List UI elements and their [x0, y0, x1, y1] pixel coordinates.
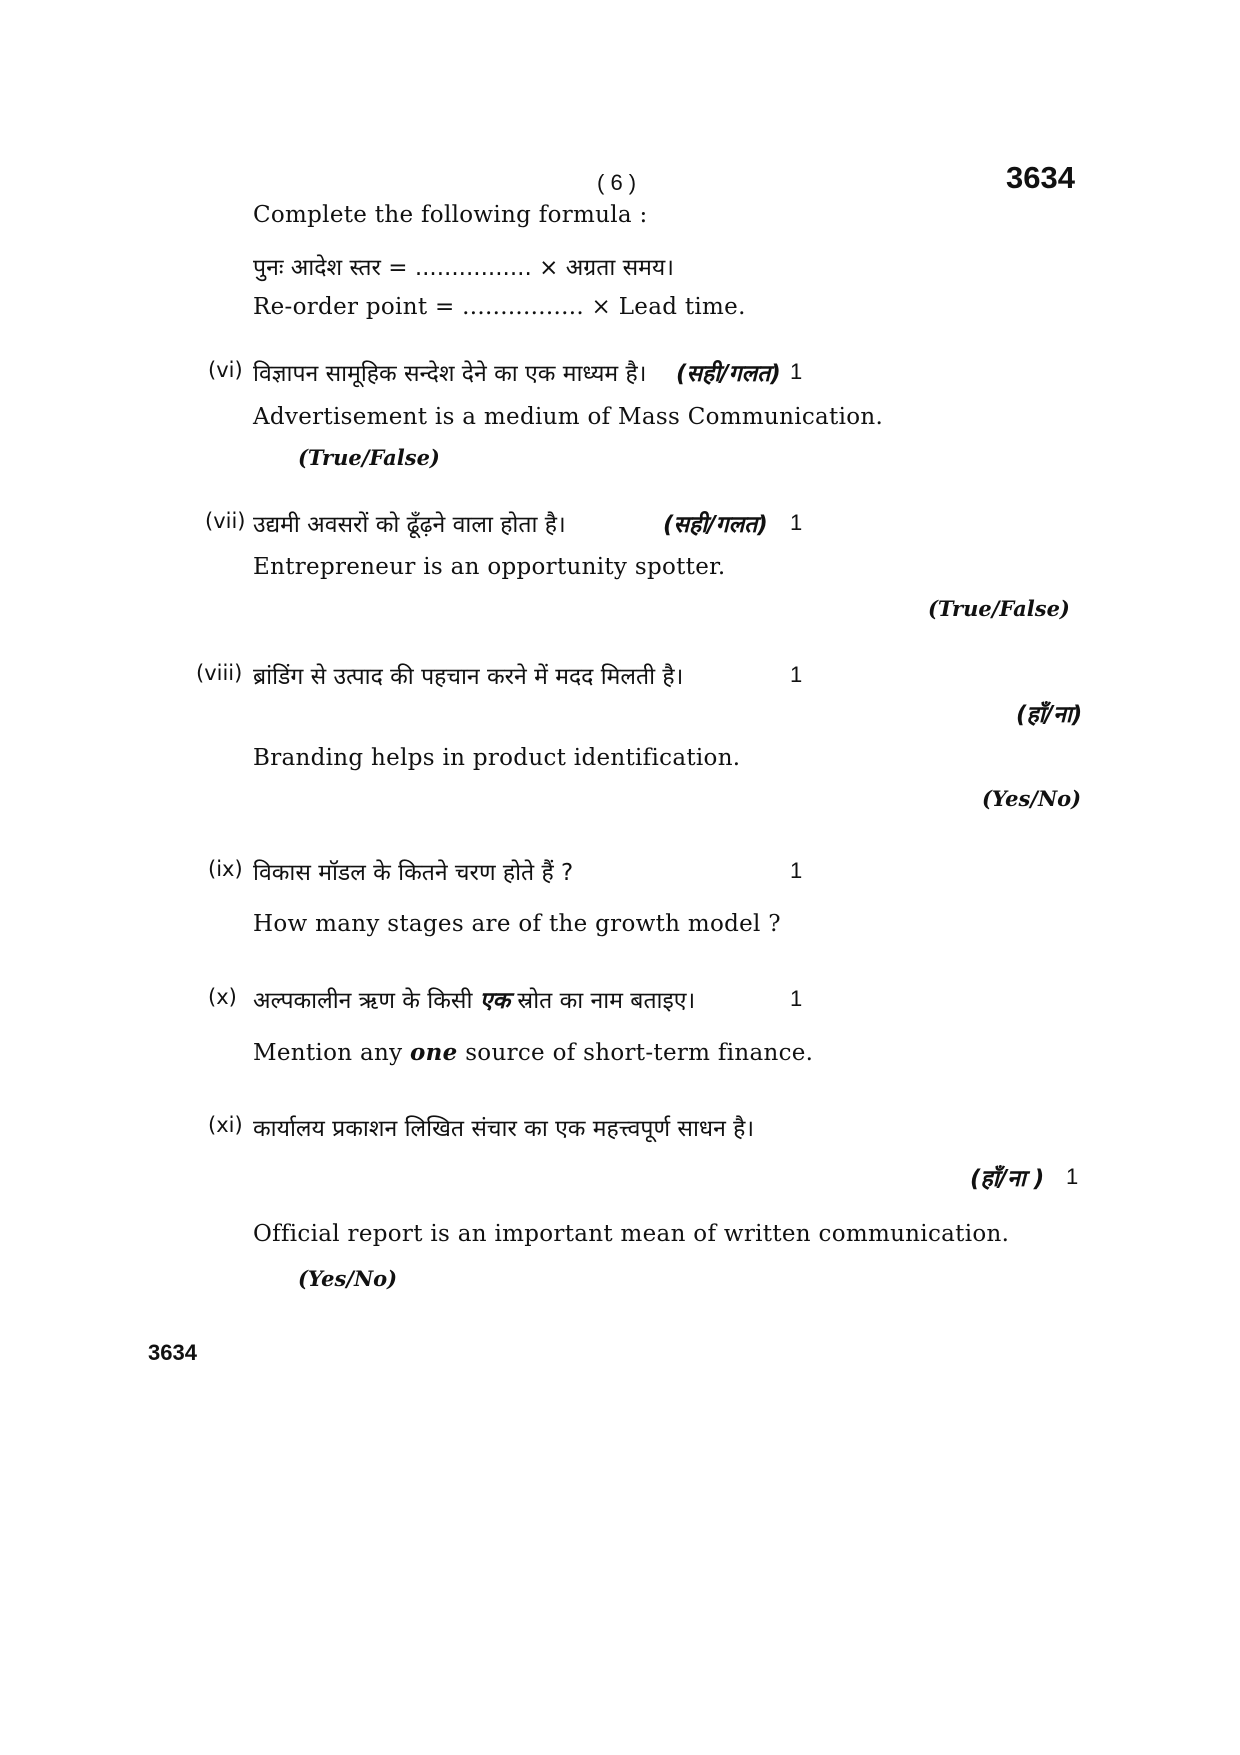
answer-options-hindi: (हाँ/ना ): [970, 1166, 1045, 1192]
question-english: How many stages are of the growth model ?: [253, 911, 781, 937]
marks: 1: [1066, 1164, 1079, 1189]
question-english: Official report is an important mean of written communication.: [253, 1221, 1010, 1247]
question-number: (vi): [208, 358, 243, 382]
formula-intro: Complete the following formula :: [253, 202, 648, 228]
page-number: ( 6 ): [597, 170, 637, 195]
marks: 1: [790, 986, 803, 1011]
paper-code-header: 3634: [1006, 160, 1075, 195]
question-number: (viii): [196, 661, 243, 685]
marks: 1: [790, 359, 803, 384]
paper-code-footer: 3634: [148, 1340, 197, 1365]
answer-options-english: (Yes/No): [982, 786, 1082, 811]
question-hindi: विज्ञापन सामूहिक सन्देश देने का एक माध्यम है।: [253, 361, 647, 387]
emphasis-word-hindi: एक: [479, 988, 511, 1014]
answer-options-hindi: (हाँ/ना): [1016, 702, 1083, 728]
question-english-part: source of short-term finance.: [457, 1040, 814, 1066]
question-hindi: ब्रांडिंग से उत्पाद की पहचान करने में मदद मिलती है।: [253, 664, 684, 690]
answer-options-hindi: (सही/गलत): [676, 361, 781, 387]
marks: 1: [790, 510, 803, 535]
question-hindi: कार्यालय प्रकाशन लिखित संचार का एक महत्त्वपूर्ण साधन है।: [253, 1116, 755, 1142]
question-number: (x): [208, 985, 237, 1009]
formula-hindi: [253, 250, 674, 282]
question-hindi: विकास मॉडल के कितने चरण होते हैं ?: [253, 860, 574, 886]
formula-hindi-left: पुनः आदेश स्तर = ................ ×: [253, 255, 566, 281]
question-english: [253, 1039, 813, 1066]
question-english: Entrepreneur is an opportunity spotter.: [253, 554, 726, 580]
question-english-part: Mention any: [253, 1040, 410, 1066]
marks: 1: [790, 858, 803, 883]
answer-options-english: (True/False): [928, 596, 1070, 621]
formula-hindi-right: अग्रता समय।: [565, 255, 674, 281]
answer-options-english: (Yes/No): [298, 1266, 398, 1291]
question-number: (vii): [205, 509, 246, 533]
answer-options-hindi: (सही/गलत): [663, 512, 768, 538]
marks: 1: [790, 662, 803, 687]
question-number: (xi): [208, 1113, 243, 1137]
question-hindi: उद्यमी अवसरों को ढूँढ़ने वाला होता है।: [253, 512, 566, 538]
question-english: Advertisement is a medium of Mass Communication.: [253, 404, 884, 430]
question-hindi: [253, 983, 695, 1015]
question-number: (ix): [208, 857, 243, 881]
question-english: Branding helps in product identification.: [253, 745, 741, 771]
question-hindi-part: अल्पकालीन ऋण के किसी: [253, 988, 480, 1014]
formula-english: Re-order point = ................ × Lead time.: [253, 294, 746, 320]
emphasis-word-english: one: [409, 1039, 458, 1066]
answer-options-english: (True/False): [298, 445, 440, 470]
question-hindi-part: स्रोत का नाम बताइए।: [510, 988, 696, 1014]
